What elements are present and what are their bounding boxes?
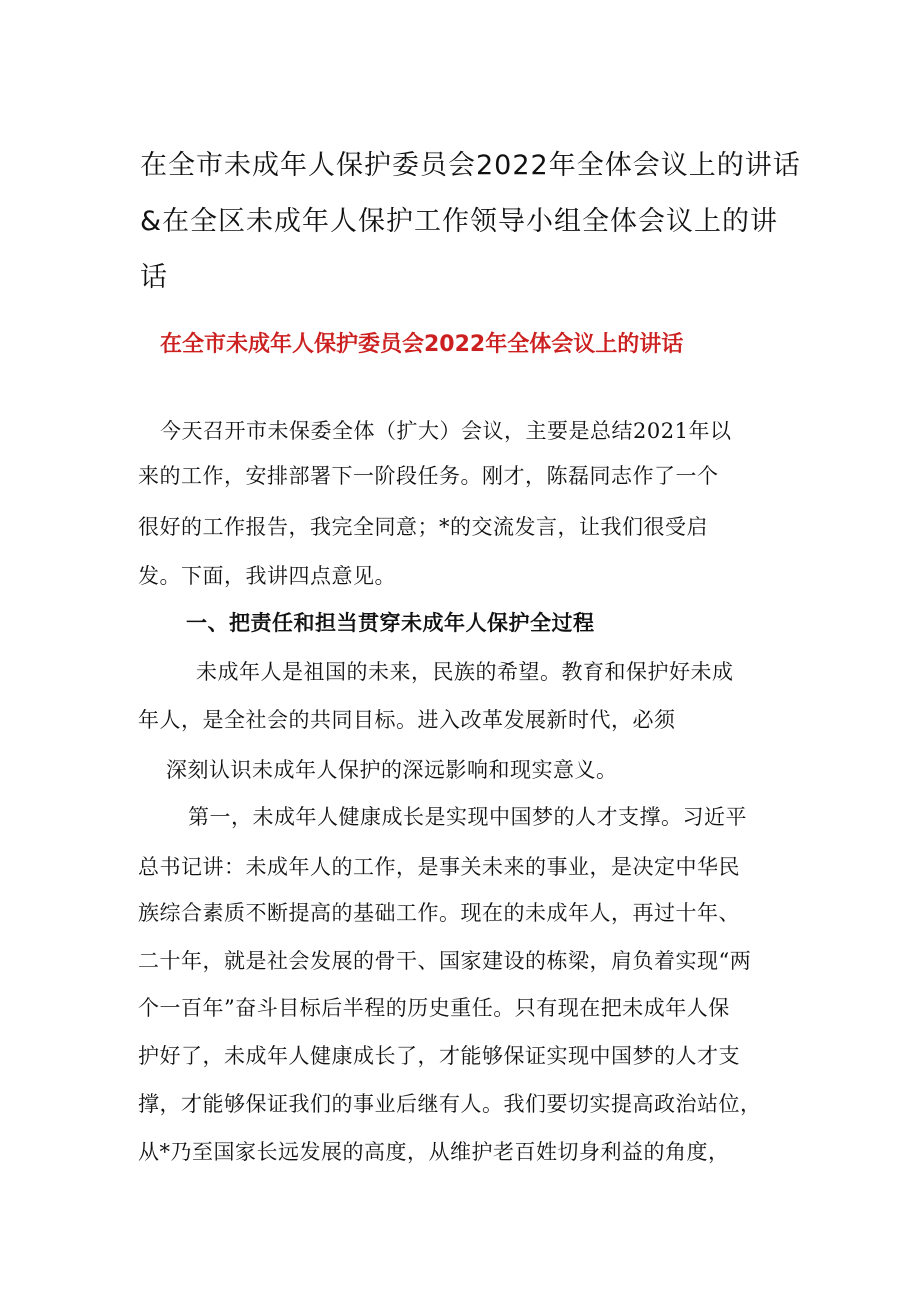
- section-heading: 在全市未成年人保护委员会2022年全体会议上的讲话: [160, 332, 684, 357]
- paragraph3-line-6: 护好了，未成年人健康成长了，才能够保证实现中国梦的人才支: [138, 1044, 740, 1068]
- paragraph2-line-2: 年人，是全社会的共同目标。进入改革发展新时代，必须: [138, 708, 676, 732]
- paragraph1-line-4: 发。下面，我讲四点意见。: [138, 564, 396, 588]
- paragraph1-line-2: 来的工作，安排部署下一阶段任务。刚才，陈磊同志作了一个: [138, 464, 719, 488]
- paragraph3-line-4: 二十年，就是社会发展的骨干、国家建设的栋梁，肩负着实现“两: [138, 949, 752, 973]
- document-title-line-2: &在全区未成年人保护工作领导小组全体会议上的讲: [140, 206, 779, 237]
- paragraph2-line-1: 未成年人是祖国的未来，民族的希望。教育和保护好未成: [196, 660, 734, 684]
- paragraph3-line-1: 第一，未成年人健康成长是实现中国梦的人才支撑。习近平: [188, 805, 747, 829]
- paragraph2-line-3: 深刻认识未成年人保护的深远影响和现实意义。: [166, 758, 618, 782]
- paragraph1-line-3: 很好的工作报告，我完全同意；*的交流发言，让我们很受启: [138, 515, 708, 539]
- document-title-line-3: 话: [140, 262, 168, 293]
- subheading-1: 一、把责任和担当贯穿未成年人保护全过程: [186, 611, 595, 635]
- paragraph3-line-7: 撑，才能够保证我们的事业后继有人。我们要切实提高政治站位，: [138, 1092, 762, 1116]
- paragraph3-line-2: 总书记讲：未成年人的工作，是事关未来的事业，是决定中华民: [138, 855, 740, 879]
- paragraph3-line-5: 个一百年”奋斗目标后半程的历史重任。只有现在把未成年人保: [138, 996, 730, 1020]
- document-title-line-1: 在全市未成年人保护委员会2022年全体会议上的讲话: [140, 150, 801, 181]
- paragraph3-line-3: 族综合素质不断提高的基础工作。现在的未成年人，再过十年、: [138, 901, 740, 925]
- paragraph3-line-8: 从*乃至国家长远发展的高度，从维护老百姓切身利益的角度，: [138, 1140, 730, 1164]
- paragraph1-line-1: 今天召开市未保委全体（扩大）会议，主要是总结2021年以: [160, 419, 732, 443]
- document-title: [140, 138, 801, 306]
